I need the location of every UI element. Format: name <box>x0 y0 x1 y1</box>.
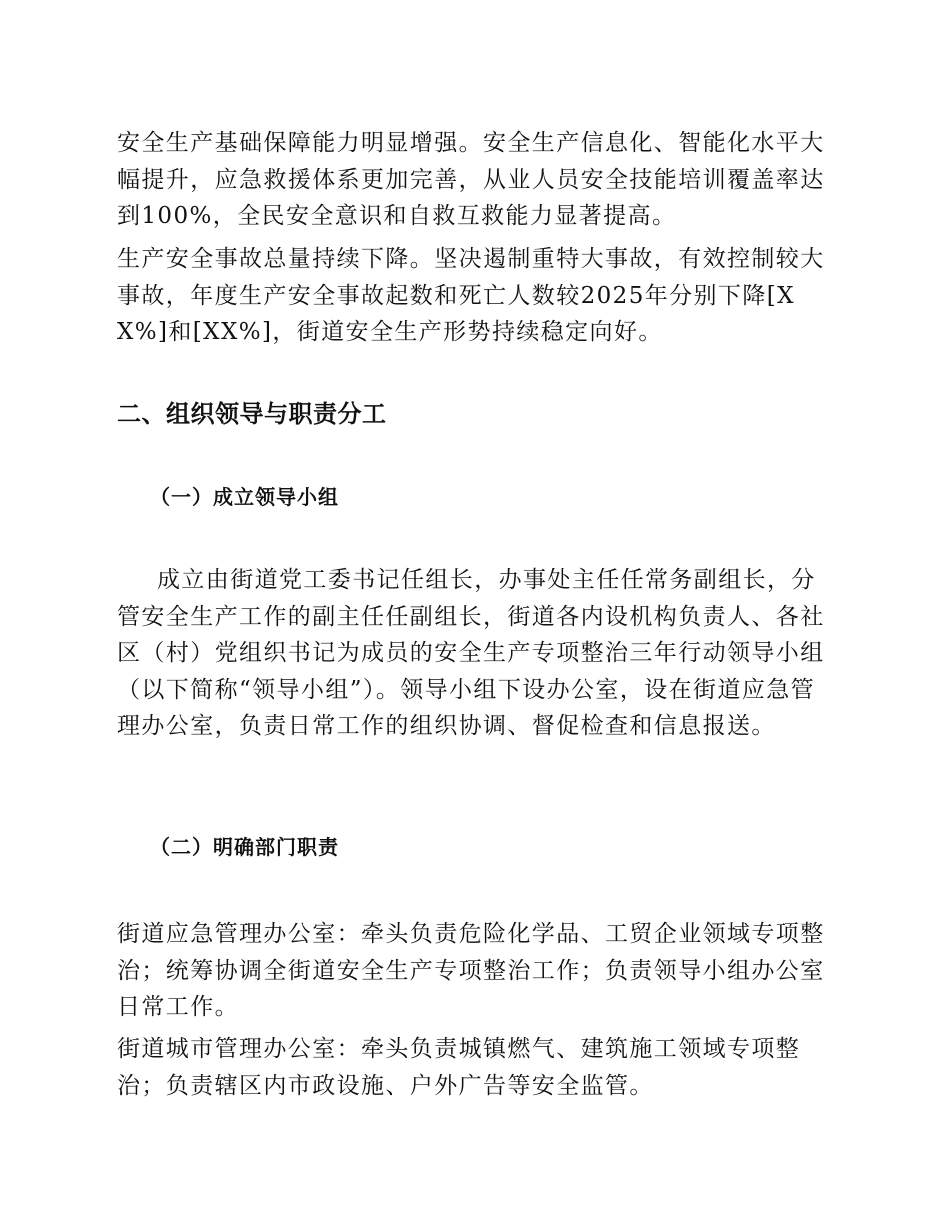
paragraph-leading-group: 成立由街道党工委书记任组长，办事处主任任常务副组长，分管安全生产工作的副主任任副组长，街道各内设机构负责人、各社区（村）党组织书记为成员的安全生产专项整治三年行动领导小组（以下简称“领导小组”）。领导小组下设办公室，设在街道应急管理办公室，负责日常工作的组织协调、督促检查和信息报送。 <box>117 567 825 739</box>
subsection-heading-leading-group: （一）成立领导小组 <box>150 485 339 509</box>
paragraph-urban-management-office: 街道城市管理办公室：牵头负责城镇燃气、建筑施工领域专项整治；负责辖区内市政设施、户外广告等安全监管。 <box>117 1036 801 1099</box>
paragraph-safety-foundation: 安全生产基础保障能力明显增强。安全生产信息化、智能化水平大幅提升，应急救援体系更加完善，从业人员安全技能培训覆盖率达到100%，全民安全意识和自救互救能力显著提高。 <box>117 130 825 229</box>
paragraph-emergency-office: 街道应急管理办公室：牵头负责危险化学品、工贸企业领域专项整治；统筹协调全街道安全生产专项整治工作；负责领导小组办公室日常工作。 <box>117 921 825 1020</box>
paragraph-accident-decline: 生产安全事故总量持续下降。坚决遏制重特大事故，有效控制较大事故，年度生产安全事故起数和死亡人数较2025年分别下降[XX%]和[XX%]，街道安全生产形势持续稳定向好。 <box>117 246 825 345</box>
subsection-heading-department-duties: （二）明确部门职责 <box>150 835 339 859</box>
section-heading-organization: 二、组织领导与职责分工 <box>117 400 387 428</box>
